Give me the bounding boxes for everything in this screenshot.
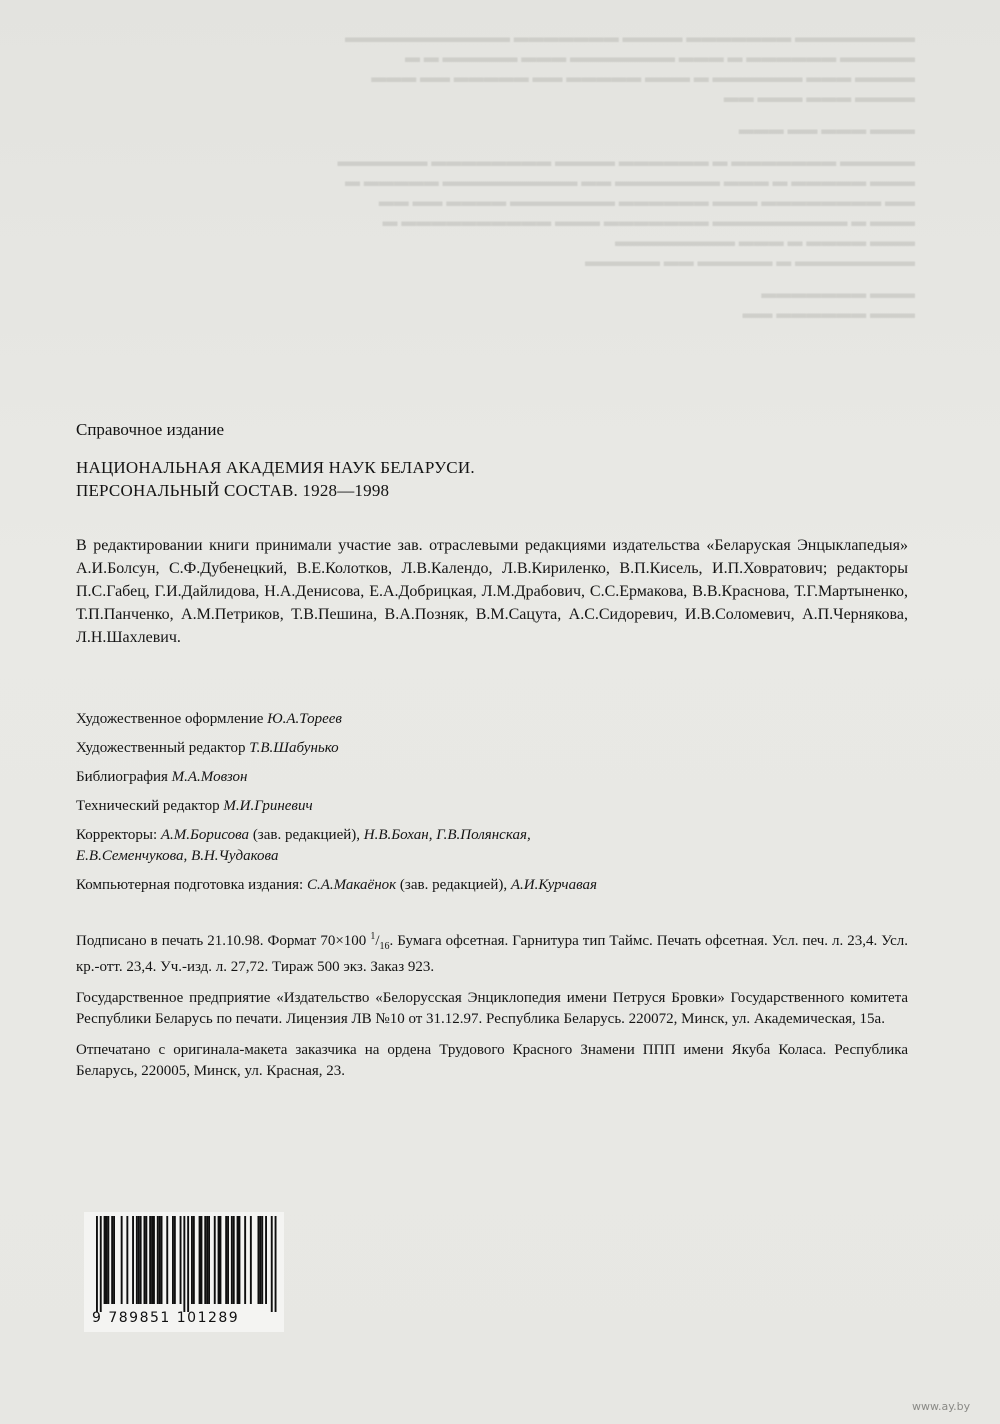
format-fraction-den: 16 [379, 941, 390, 952]
credit-bibliography-name: М.А.Мовзон [171, 769, 248, 785]
credit-art-editor-label: Художественный редактор [76, 740, 246, 756]
imprint-page-content [76, 420, 908, 1092]
barcode-bar [201, 1216, 203, 1304]
barcode-bar [206, 1216, 208, 1304]
barcode-bar [104, 1216, 106, 1304]
barcode-bar [218, 1216, 220, 1304]
barcode-bar [166, 1216, 168, 1304]
publication-kind: Справочное издание [76, 420, 225, 439]
credit-tech-editor-name: М.И.Гриневич [223, 798, 313, 814]
barcode-bar [121, 1216, 123, 1304]
credit-design-name: Ю.А.Тореев [267, 711, 342, 727]
barcode-bar [107, 1216, 109, 1304]
credit-proof-name-5: В.Н.Чудакова [191, 848, 279, 864]
barcode-bar [138, 1216, 140, 1304]
credit-tech-editor-label: Технический редактор [76, 798, 220, 814]
barcode-bar [159, 1216, 161, 1304]
barcode-bar [151, 1216, 153, 1304]
barcode-bar [231, 1216, 233, 1304]
barcode-bar [244, 1216, 246, 1304]
imprint-print-details-b: . Бумага офсетная. Гарнитура тип Таймс. Печать офсетная. Усл. печ. л. 23,4. Усл. кр.-отт. 23,4. Уч.-изд. л. 27,72. Тираж 500 экз. Заказ 923. [76, 933, 909, 975]
book-title [76, 456, 908, 502]
barcode-bar [172, 1216, 174, 1304]
credit-art-editor-name: Т.В.Шабунько [249, 740, 339, 756]
barcode-digits: 9 789851 101289 [92, 1310, 240, 1326]
credit-computer-name-1: С.А.Макаёнок [306, 877, 397, 893]
credit-proofreaders [76, 825, 908, 867]
barcode-bar [191, 1216, 193, 1304]
barcode-bar [199, 1216, 201, 1304]
barcode-bar [144, 1216, 146, 1304]
barcode-bar [180, 1216, 182, 1304]
barcode-icon [84, 1212, 284, 1312]
barcode-bar [227, 1216, 229, 1304]
barcode-bar [258, 1216, 260, 1304]
barcode-bar [275, 1216, 277, 1312]
barcode-bar [106, 1216, 108, 1304]
barcode-bar [220, 1216, 222, 1304]
barcode-bar [225, 1216, 227, 1304]
imprint-printer: Отпечатано с оригинала-макета заказчика на ордена Трудового Красного Знамени ППП имени Якуба Коласа. Республика Беларусь, 220005, Минск, ул. Красная, 23. [76, 1042, 908, 1079]
credit-bibliography [76, 767, 908, 788]
barcode-bar [237, 1216, 239, 1304]
credit-proof-note-1: (зав. редакцией), [252, 827, 360, 843]
barcode-bar [174, 1216, 176, 1304]
barcode-bar [208, 1216, 210, 1304]
credits-block [76, 709, 908, 896]
credit-proof-name-3: Г.В.Полянская, [436, 827, 531, 843]
barcode-bar [261, 1216, 263, 1304]
book-title-line-1: НАЦИОНАЛЬНАЯ АКАДЕМИЯ НАУК БЕЛАРУСИ. [76, 458, 475, 477]
barcode-bar [214, 1216, 216, 1304]
barcode-bar [140, 1216, 142, 1304]
barcode-bar [265, 1216, 267, 1304]
imprint-print-details-a: Подписано в печать 21.10.98. Формат 70×100 [76, 933, 367, 949]
barcode-bar [132, 1216, 134, 1304]
barcode-bar [233, 1216, 235, 1304]
editors-paragraph: В редактировании книги принимали участие зав. отраслевыми редакциями издательства «Беларуская Энцыклапедыя» А.И.Болсун, С.Ф.Дубенецкий, В.Е.Колотков, Л.В.Календо, Л.В.Кириленко, В.П.Кисель, И.П.Ховратович; редакторы П.С.Габец, Г.И.Дайлидова, Н.А.Денисова, Е.А.Добрицкая, Л.М.Драбович, С.С.Ермакова, В.В.Краснова, Т.Г.Мартыненко, Т.П.Панченко, А.М.Петриков, Т.В.Пешина, В.А.Позняк, В.М.Сацута, А.С.Сидоревич, И.В.Соломевич, А.П.Чернякова, Л.Н.Шахлевич. [76, 537, 908, 646]
site-watermark: www.ay.by [912, 1400, 971, 1413]
barcode-bar [111, 1216, 113, 1304]
credit-computer-label: Компьютерная подготовка издания: [76, 877, 304, 893]
credit-computer [76, 875, 908, 896]
show-through-text: ▬▬▬▬▬▬▬▬ ▬▬▬▬▬▬▬ ▬▬▬▬ ▬▬▬▬▬▬▬ ▬▬▬▬▬▬▬▬▬▬▬ ▬▬▬▬▬ ▬▬▬▬▬▬ ▬ ▬▬▬ ▬▬▬▬▬▬▬ ▬▬▬ ▬▬▬▬▬ ▬ ▬ ▬▬▬▬ ▬▬▬ ▬▬▬▬▬▬ ▬ ▬▬▬ ▬▬▬▬▬ ▬▬ ▬▬▬▬▬ ▬▬ ▬▬▬ ▬▬▬▬ ▬▬▬ ▬▬▬ ▬▬ ▬▬▬ ▬▬▬ ▬▬ ▬▬▬ ▬▬▬▬▬ ▬▬▬▬▬▬▬ ▬ ▬▬▬▬▬▬ ▬▬▬▬ ▬▬▬▬▬▬▬▬ ▬▬▬▬▬▬ ▬▬▬ ▬▬▬▬▬ ▬ ▬▬▬ ▬▬▬▬▬▬▬ ▬▬ ▬▬▬▬▬▬▬▬▬ ▬▬▬▬▬ ▬ ▬▬ ▬▬▬▬▬▬▬▬ ▬▬▬ ▬▬▬▬▬▬ ▬▬▬▬▬▬▬ ▬▬▬▬ ▬▬ ▬▬ ▬▬▬ ▬ ▬▬▬▬▬▬▬▬▬ ▬▬▬▬▬▬▬ ▬▬▬ ▬▬▬▬▬▬▬▬▬▬ ▬ ▬▬▬ ▬▬▬▬ ▬ ▬▬▬ ▬▬▬▬▬▬▬▬ ▬▬▬▬▬▬▬▬ ▬ ▬▬▬▬▬ ▬▬ ▬▬▬▬▬ ▬▬▬ ▬▬▬▬▬▬▬ ▬▬▬ ▬▬▬▬▬▬ ▬▬ [337, 30, 915, 322]
credit-proof-name-1: А.М.Борисова [160, 827, 250, 843]
credit-computer-name-2: А.И.Курчавая [510, 877, 597, 893]
imprint-block [76, 926, 908, 1082]
imprint-print-details [76, 926, 908, 978]
barcode-bar [153, 1216, 155, 1304]
credit-tech-editor [76, 796, 908, 817]
credit-art-editor [76, 738, 908, 759]
barcode-bar [259, 1216, 261, 1304]
barcode-bar [183, 1216, 185, 1312]
imprint-publisher: Государственное предприятие «Издательство «Белорусская Энциклопедия имени Петруся Бровки» Государственного комитета Республики Беларусь по печати. Лицензия ЛВ №10 от 31.12.97. Республика Беларусь. 220072, Минск, ул. Академическая, 15а. [76, 990, 908, 1027]
barcode-bar [145, 1216, 147, 1304]
barcode-bar [271, 1216, 273, 1312]
barcode-bar [100, 1216, 102, 1312]
barcode-bar [187, 1216, 189, 1312]
credit-proof-label: Корректоры: [76, 827, 158, 843]
barcode-bar [161, 1216, 163, 1304]
credit-proof-name-2: Н.В.Бохан, [363, 827, 433, 843]
credit-design-label: Художественное оформление [76, 711, 264, 727]
barcode-bar [149, 1216, 151, 1304]
format-fraction-num: 1 [370, 931, 376, 942]
barcode-bar [204, 1216, 206, 1304]
book-title-line-2: ПЕРСОНАЛЬНЫЙ СОСТАВ. 1928—1998 [76, 481, 390, 500]
barcode-bar [126, 1216, 128, 1304]
barcode-bar [96, 1216, 98, 1312]
barcode-bar [193, 1216, 195, 1304]
credit-computer-note: (зав. редакцией), [399, 877, 508, 893]
credit-proof-name-4: Е.В.Семенчукова, [76, 848, 188, 864]
barcode-bar [113, 1216, 115, 1304]
barcode-bar [239, 1216, 241, 1304]
credit-design [76, 709, 908, 730]
credit-bibliography-label: Библиография [76, 769, 168, 785]
format-fraction: $^1/_{16}$ [370, 931, 390, 952]
isbn-barcode [84, 1212, 284, 1332]
barcode-bar [157, 1216, 159, 1304]
barcode-bar [250, 1216, 252, 1304]
barcode-bar [136, 1216, 138, 1304]
